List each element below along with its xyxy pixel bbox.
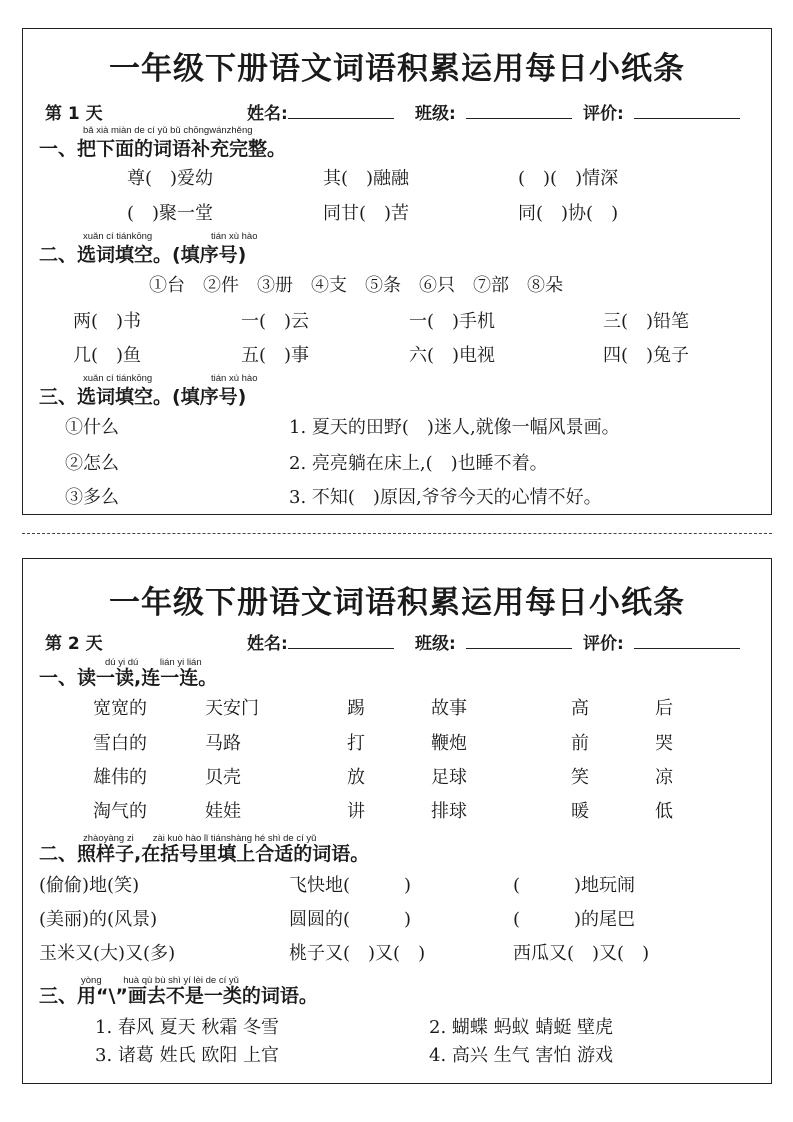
fill-example: (偷偷)地(笑) <box>39 875 140 896</box>
pinyin: bǎ xià miàn de cí yǔ bǔ chōngwánzhěng <box>83 125 253 136</box>
fill-blank[interactable]: 西瓜又( )又( ) <box>513 943 650 964</box>
match-item[interactable]: 天安门 <box>205 698 259 719</box>
score-field[interactable] <box>583 629 740 654</box>
word-group[interactable]: 3. 诸葛 姓氏 欧阳 上官 <box>95 1045 280 1066</box>
match-item[interactable]: 足球 <box>431 767 467 788</box>
day-label: 第 2 天 <box>45 634 103 654</box>
section-heading: 一、读一读,连一连。 <box>39 667 218 689</box>
fill-blank[interactable]: 桃子又( )又( ) <box>289 943 426 964</box>
class-field[interactable] <box>415 99 572 124</box>
idiom-blank[interactable]: 同甘( )苦 <box>323 203 410 224</box>
card-day-1 <box>22 28 772 515</box>
match-item[interactable]: 鞭炮 <box>431 733 467 754</box>
score-field[interactable] <box>583 99 740 124</box>
match-item[interactable]: 贝壳 <box>205 767 241 788</box>
match-item[interactable]: 雪白的 <box>93 733 147 754</box>
match-item[interactable]: 凉 <box>655 767 673 788</box>
match-item[interactable]: 笑 <box>571 767 589 788</box>
pinyin: xuǎn cí tiánkōng <box>83 373 153 384</box>
measure-blank[interactable]: 一( )手机 <box>409 311 496 332</box>
page-title: 一年级下册语文词语积累运用每日小纸条 <box>109 585 685 621</box>
match-item[interactable]: 哭 <box>655 733 673 754</box>
match-item[interactable]: 放 <box>347 767 365 788</box>
pinyin: zhàoyàng zi zài kuò hào lǐ tiánshàng hé shì de cí yǔ <box>83 833 317 844</box>
score-label: 评价: <box>583 634 624 654</box>
measure-blank[interactable]: 四( )兔子 <box>603 345 690 366</box>
fill-example: (美丽)的(风景) <box>39 909 158 930</box>
measure-blank[interactable]: 六( )电视 <box>409 345 496 366</box>
option-list: ①台 ②件 ③册 ④支 ⑤条 ⑥只 ⑦部 ⑧朵 <box>149 275 563 296</box>
match-item[interactable]: 雄伟的 <box>93 767 147 788</box>
idiom-blank[interactable]: ( )聚一堂 <box>127 203 214 224</box>
word-group[interactable]: 1. 春风 夏天 秋霜 冬雪 <box>95 1017 280 1038</box>
idiom-blank[interactable]: 同( )协( ) <box>518 203 619 224</box>
match-item[interactable]: 宽宽的 <box>93 698 147 719</box>
section-heading: 二、照样子,在括号里填上合适的词语。 <box>39 843 370 865</box>
word-option: ③多么 <box>65 487 119 508</box>
fill-example: 玉米又(大)又(多) <box>39 943 176 964</box>
class-label: 班级: <box>415 104 456 124</box>
fill-sentence[interactable]: 2. 亮亮躺在床上,( )也睡不着。 <box>289 453 548 474</box>
pinyin: tián xù hào <box>211 373 258 384</box>
name-label: 姓名: <box>247 104 288 124</box>
name-field[interactable] <box>247 99 394 124</box>
name-label: 姓名: <box>247 634 288 654</box>
day-label: 第 1 天 <box>45 104 103 124</box>
cut-line <box>22 533 772 534</box>
pinyin: dú yi dú lián yi lián <box>105 657 202 668</box>
section-heading: 二、选词填空。(填序号) <box>39 244 247 266</box>
match-item[interactable]: 娃娃 <box>205 801 241 822</box>
match-item[interactable]: 高 <box>571 698 589 719</box>
fill-sentence[interactable]: 1. 夏天的田野( )迷人,就像一幅风景画。 <box>289 417 620 438</box>
word-option: ①什么 <box>65 417 119 438</box>
fill-blank[interactable]: ( )地玩闹 <box>513 875 636 896</box>
match-item[interactable]: 低 <box>655 801 673 822</box>
fill-blank[interactable]: ( )的尾巴 <box>513 909 636 930</box>
word-group[interactable]: 2. 蝴蝶 蚂蚁 蜻蜓 壁虎 <box>429 1017 614 1038</box>
word-group[interactable]: 4. 高兴 生气 害怕 游戏 <box>429 1045 614 1066</box>
fill-blank[interactable]: 圆圆的( ) <box>289 909 412 930</box>
match-item[interactable]: 故事 <box>431 698 467 719</box>
pinyin: yòng huà qù bù shì yí lèi de cí yǔ <box>81 975 239 986</box>
match-item[interactable]: 踢 <box>347 698 365 719</box>
page-title: 一年级下册语文词语积累运用每日小纸条 <box>109 51 685 87</box>
class-field[interactable] <box>415 629 572 654</box>
section-heading: 一、把下面的词语补充完整。 <box>39 138 287 160</box>
match-item[interactable]: 后 <box>655 698 673 719</box>
card-day-2 <box>22 558 772 1084</box>
match-item[interactable]: 前 <box>571 733 589 754</box>
idiom-blank[interactable]: 尊( )爱幼 <box>127 168 214 189</box>
idiom-blank[interactable]: 其( )融融 <box>323 168 410 189</box>
idiom-blank[interactable]: ( )( )情深 <box>518 168 619 189</box>
word-option: ②怎么 <box>65 453 119 474</box>
match-item[interactable]: 讲 <box>347 801 365 822</box>
name-field[interactable] <box>247 629 394 654</box>
match-item[interactable]: 排球 <box>431 801 467 822</box>
measure-blank[interactable]: 三( )铅笔 <box>603 311 690 332</box>
score-label: 评价: <box>583 104 624 124</box>
measure-blank[interactable]: 几( )鱼 <box>73 345 142 366</box>
section-heading: 三、选词填空。(填序号) <box>39 386 247 408</box>
measure-blank[interactable]: 一( )云 <box>241 311 310 332</box>
measure-blank[interactable]: 两( )书 <box>73 311 142 332</box>
match-item[interactable]: 打 <box>347 733 365 754</box>
fill-sentence[interactable]: 3. 不知( )原因,爷爷今天的心情不好。 <box>289 487 602 508</box>
fill-blank[interactable]: 飞快地( ) <box>289 875 412 896</box>
pinyin: xuǎn cí tiánkōng <box>83 231 153 242</box>
section-heading: 三、用“\”画去不是一类的词语。 <box>39 985 318 1007</box>
class-label: 班级: <box>415 634 456 654</box>
match-item[interactable]: 马路 <box>205 733 241 754</box>
match-item[interactable]: 淘气的 <box>93 801 147 822</box>
match-item[interactable]: 暖 <box>571 801 589 822</box>
measure-blank[interactable]: 五( )事 <box>241 345 310 366</box>
pinyin: tián xù hào <box>211 231 258 242</box>
